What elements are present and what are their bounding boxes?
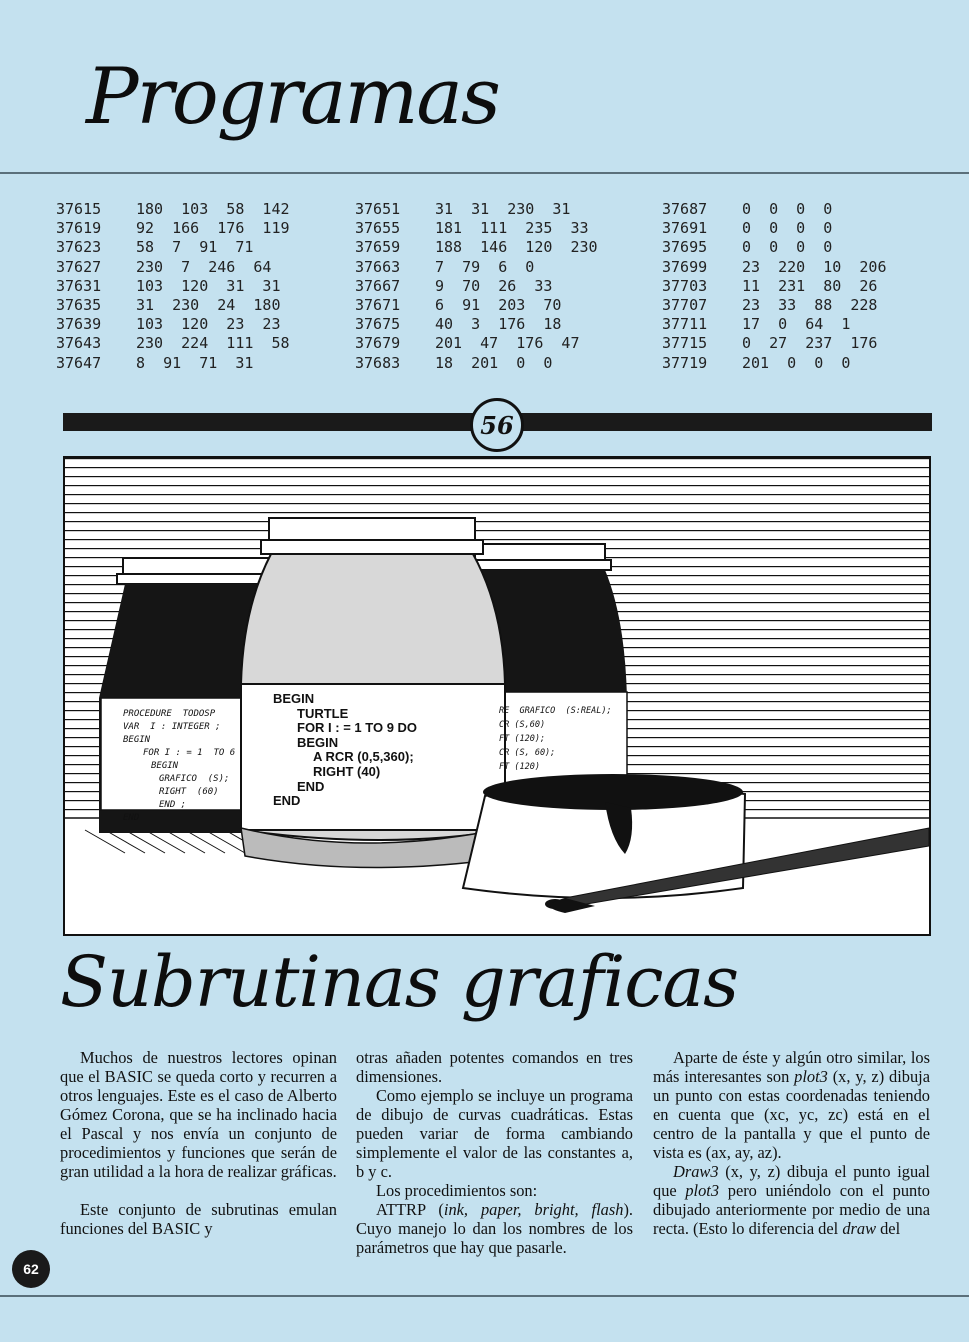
listing-address: 37635 xyxy=(56,295,102,314)
listing-bytes: 9 70 26 33 xyxy=(435,276,553,295)
listing-address: 37679 xyxy=(355,334,401,353)
jar-label-line: CR (S,60) xyxy=(499,720,546,730)
listing-bytes: 7 79 6 0 xyxy=(435,257,535,276)
listing-bytes: 40 3 176 18 xyxy=(435,315,562,334)
jar-label-line: BEGIN xyxy=(297,735,339,750)
listing-address: 37619 xyxy=(56,219,102,238)
listing-row xyxy=(662,354,887,373)
paragraph: Muchos de nuestros lectores opinan que el BASIC se queda corto y recurren a otros lenguajes. Este es el caso de Alberto Gómez Corona, que se ha inclinado hacia el Pascal y nos envía un conjunto de procedimientos y funciones que serán de gran utilidad a la hora de realizar gráficas. xyxy=(60,1048,337,1181)
footer-rule xyxy=(0,1295,969,1297)
listing-address: 37639 xyxy=(56,315,102,334)
listing-address: 37627 xyxy=(56,257,102,276)
listing-address: 37671 xyxy=(355,295,401,314)
listing-row xyxy=(56,277,290,296)
listing-bytes: 201 0 0 0 xyxy=(742,353,851,372)
paragraph: Draw3 (x, y, z) dibuja el punto igual que plot3 pero uniéndolo con el punto dibujado anteriormente por medio de una recta. (Esto lo diferencia del draw del xyxy=(653,1162,931,1238)
listing-address: 37667 xyxy=(355,276,401,295)
listing-row xyxy=(662,219,887,238)
listing-row xyxy=(355,334,598,353)
listing-bytes: 188 146 120 230 xyxy=(435,238,598,257)
listing-row xyxy=(56,315,290,334)
listing-bytes: 201 47 176 47 xyxy=(435,334,580,353)
listing-row xyxy=(355,258,598,277)
listing-bytes: 230 7 246 64 xyxy=(136,257,272,276)
listing-row xyxy=(662,238,887,257)
header-rule xyxy=(0,172,969,174)
listing-address: 37699 xyxy=(662,257,708,276)
paragraph: Como ejemplo se incluye un programa de dibujo de curvas cuadráticas. Estas pueden variar de forma cambiando simplemente el valor de las constantes a, b y c. xyxy=(356,1086,633,1181)
listing-column-3 xyxy=(662,200,887,373)
ink-dish xyxy=(463,774,745,909)
listing-row xyxy=(56,258,290,277)
center-jar-label xyxy=(273,692,503,809)
listing-address: 37659 xyxy=(355,238,401,257)
article-title: Subrutinas graficas xyxy=(60,941,739,1023)
jar-label-line: PROCEDURE TODOSP xyxy=(123,709,216,719)
jar-label-line: BEGIN xyxy=(123,735,151,745)
listing-row xyxy=(56,219,290,238)
jar-label-line: BEGIN xyxy=(151,761,179,771)
listing-bytes: 0 27 237 176 xyxy=(742,334,878,353)
listing-bytes: 0 0 0 0 xyxy=(742,238,833,257)
listing-row xyxy=(662,258,887,277)
listing-address: 37643 xyxy=(56,334,102,353)
listing-row xyxy=(56,334,290,353)
listing-row xyxy=(355,200,598,219)
listing-row xyxy=(662,277,887,296)
listing-address: 37675 xyxy=(355,315,401,334)
listing-bytes: 17 0 64 1 xyxy=(742,315,851,334)
listing-bytes: 23 220 10 206 xyxy=(742,257,887,276)
listing-address: 37631 xyxy=(56,276,102,295)
listing-address: 37691 xyxy=(662,219,708,238)
listing-row xyxy=(56,200,290,219)
listing-bytes: 31 31 230 31 xyxy=(435,200,571,218)
listing-column-2 xyxy=(355,200,598,373)
jar-label-line: A RCR (0,5,360); xyxy=(313,750,414,765)
listing-row xyxy=(355,219,598,238)
jar-label-line: RIGHT (40) xyxy=(313,764,381,779)
listing-address: 37623 xyxy=(56,238,102,257)
jar-label-line: GRAFICO (S); xyxy=(159,774,230,784)
listing-bytes: 58 7 91 71 xyxy=(136,238,254,257)
listing-row xyxy=(355,296,598,315)
jar-label-line: FT (120) xyxy=(499,762,540,772)
listing-row xyxy=(662,315,887,334)
jars-illustration xyxy=(63,456,931,936)
left-jar-label xyxy=(123,708,293,825)
listing-row xyxy=(662,296,887,315)
listing-row xyxy=(56,296,290,315)
listing-address: 37655 xyxy=(355,219,401,238)
jar-label-line: END xyxy=(273,794,301,809)
listing-row xyxy=(56,238,290,257)
listing-bytes: 103 120 31 31 xyxy=(136,276,281,295)
listing-bytes: 6 91 203 70 xyxy=(435,295,562,314)
jar-label-line: RE GRAFICO (S:REAL); xyxy=(499,706,612,716)
listing-address: 37683 xyxy=(355,353,401,372)
jar-label-line: TURTLE xyxy=(297,706,349,721)
listing-bytes: 181 111 235 33 xyxy=(435,219,589,238)
page-number: 62 xyxy=(12,1250,50,1288)
listing-bytes: 8 91 71 31 xyxy=(136,353,254,372)
listing-address: 37687 xyxy=(662,200,708,218)
listing-row xyxy=(662,200,887,219)
listing-address: 37703 xyxy=(662,276,708,295)
listing-bytes: 0 0 0 0 xyxy=(742,219,833,238)
listing-address: 37719 xyxy=(662,353,708,372)
listing-row xyxy=(662,334,887,353)
listing-address: 37651 xyxy=(355,200,401,218)
listing-row xyxy=(355,238,598,257)
listing-bytes: 23 33 88 228 xyxy=(742,295,878,314)
listing-bytes: 11 231 80 26 xyxy=(742,276,878,295)
jar-label-line: END ; xyxy=(159,800,187,810)
listing-address: 37615 xyxy=(56,200,102,218)
listing-bytes: 92 166 176 119 xyxy=(136,219,290,238)
listing-row xyxy=(355,315,598,334)
listing-bytes: 18 201 0 0 xyxy=(435,353,553,372)
listing-row xyxy=(56,354,290,373)
jar-label-line: VAR I : INTEGER ; xyxy=(123,722,221,732)
listing-bytes: 0 0 0 0 xyxy=(742,200,833,218)
paragraph: Aparte de éste y algún otro similar, los más interesantes son plot3 (x, y, z) dibuja un punto con estas coordenadas teniendo en cuenta que (xc, yc, zc) está en el centro de la pantalla y que el punto de vista es (ax, ay, az). xyxy=(653,1048,930,1162)
right-jar-label xyxy=(499,704,629,774)
paragraph: Este conjunto de subrutinas emulan funciones del BASIC y xyxy=(60,1200,337,1238)
listing-bytes: 230 224 111 58 xyxy=(136,334,290,353)
listing-bytes: 31 230 24 180 xyxy=(136,295,281,314)
jar-label-line: RIGHT (60) xyxy=(159,787,219,797)
paragraph: otras añaden potentes comandos en tres dimensiones. xyxy=(356,1048,633,1086)
text-column-3 xyxy=(653,1048,930,1238)
jar-label-line: BEGIN xyxy=(273,692,315,706)
jar-label-line: END xyxy=(123,813,140,823)
paragraph: ATTRP (ink, paper, bright, flash). Cuyo manejo lo dan los nombres de los parámetros que hay que pasarle. xyxy=(356,1200,633,1257)
jar-label-line: FOR I : = 1 TO 6 xyxy=(143,748,236,758)
listing-row xyxy=(355,354,598,373)
listing-address: 37663 xyxy=(355,257,401,276)
paragraph: Los procedimientos son: xyxy=(376,1181,538,1200)
text-column-2 xyxy=(356,1048,633,1257)
listing-address: 37715 xyxy=(662,334,708,353)
text-column-1 xyxy=(60,1048,337,1238)
listing-address: 37647 xyxy=(56,353,102,372)
jar-label-line: END xyxy=(297,779,325,794)
jar-label-line: FOR I : = 1 TO 9 DO xyxy=(297,721,418,736)
section-number-badge: 56 xyxy=(470,398,524,452)
page-title: Programas xyxy=(86,52,499,142)
jar-label-line: CR (S, 60); xyxy=(499,748,556,758)
listing-bytes: 103 120 23 23 xyxy=(136,315,281,334)
listing-row xyxy=(355,277,598,296)
jar-label-line: FT (120); xyxy=(499,734,546,744)
listing-bytes: 180 103 58 142 xyxy=(136,200,290,218)
listing-column-1 xyxy=(56,200,290,373)
listing-address: 37711 xyxy=(662,315,708,334)
listing-address: 37695 xyxy=(662,238,708,257)
listing-address: 37707 xyxy=(662,295,708,314)
